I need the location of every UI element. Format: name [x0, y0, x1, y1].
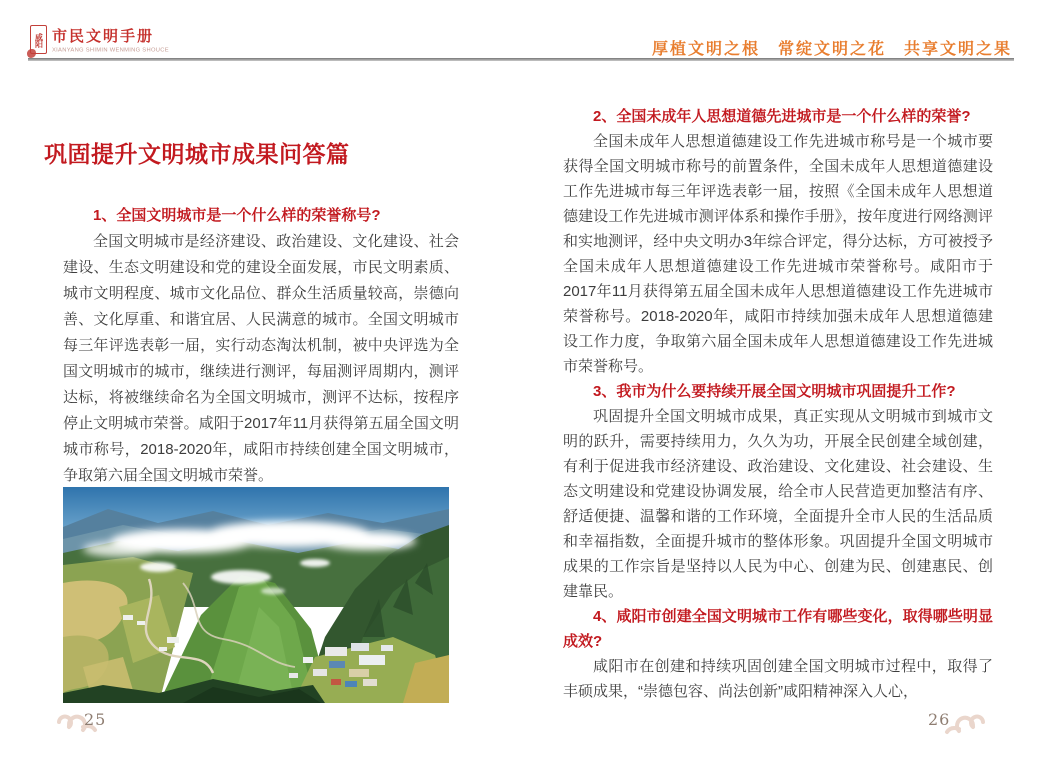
answer-1: 全国文明城市是经济建设、政治建设、文化建设、社会建设、生态文明建设和党的建设全面发展，市民文明素质、城市文明程度、城市文化品位、群众生活质量较高，崇德向善、文化厚重、和谐宜居、人民满意的城市。全国文明城市每三年评选表彰一届，实行动态淘汰机制，被中央评选为全国文明城市的城市，继续进行测评，每届测评周期内，测评达标，将被继续命名为全国文明城市，测评不达标，按程序停止文明城市荣誉。咸阳于2017年11月获得第五届全国文明城市称号，2018-2020年，咸阳市持续创建全国文明城市，争取第六届全国文明城市荣誉。 — [63, 233, 459, 484]
header-slogan: 厚植文明之根 常绽文明之花 共享文明之果 — [651, 39, 1012, 58]
seal-text: 咸阳 — [34, 32, 44, 47]
seal-icon — [30, 25, 47, 54]
handbook-title-pinyin: XIANYANG SHIMIN WENMING SHOUCE — [52, 47, 169, 54]
answer-3: 巩固提升全国文明城市成果，真正实现从文明城市到城市文明的跃升，需要持续用力，久久为功，开展全民创建全域创建，有利于促进我市经济建设、政治建设、文化建设、社会建设、生态文明建设和党建设协调发展，给全市人民营造更加整洁有序、舒适便捷、温馨和谐的工作环境，全面提升全市人民的生活品质和幸福指数，全面提升城市的整体形象。巩固提升全国文明城市成果的工作宗旨是坚持以人民为中心、创建为民、创建惠民、创建靠民。 — [563, 408, 993, 600]
question-1: 1、全国文明城市是一个什么样的荣誉称号? — [93, 207, 381, 224]
question-3: 3、我市为什么要持续开展全国文明城市巩固提升工作? — [593, 383, 956, 400]
aerial-photo — [63, 487, 449, 703]
page-number-right: 26 — [928, 710, 951, 729]
handbook-logo — [30, 25, 254, 58]
aerial-photo-graphic — [63, 487, 449, 703]
answer-2: 全国未成年人思想道德建设工作先进城市称号是一个城市要获得全国文明城市称号的前置条件，全国未成年人思想道德建设工作先进城市每三年评选表彰一届，按照《全国未成年人思想道德建设工作先进城市测评体系和操作手册》，按年度进行网络测评和实地测评，经中央文明办3年综合评定，得分达标，方可被授予全国未成年人思想道德建设工作先进城市荣誉称号。咸阳市于2017年11月获得第五届全国未成年人思想道德建设工作先进城市荣誉称号。2018-2020年，咸阳市持续加强未成年人思想道德建设工作力度，争取第六届全国未成年人思想道德建设工作先进城市荣誉称号。 — [563, 133, 993, 375]
right-page-column — [563, 104, 993, 704]
handbook-title: 市民文明手册 — [52, 29, 155, 45]
page-number-left: 25 — [84, 710, 107, 729]
section-title: 巩固提升文明城市成果问答篇 — [44, 141, 350, 167]
question-2: 2、全国未成年人思想道德先进城市是一个什么样的荣誉? — [593, 108, 971, 125]
answer-4: 咸阳市在创建和持续巩固创建全国文明城市过程中，取得了丰硕成果，“崇德包容、尚法创新”咸阳精神深入人心， — [563, 658, 993, 700]
question-4: 4、咸阳市创建全国文明城市工作有哪些变化，取得哪些明显成效? — [563, 608, 993, 650]
header-divider — [28, 58, 1014, 61]
